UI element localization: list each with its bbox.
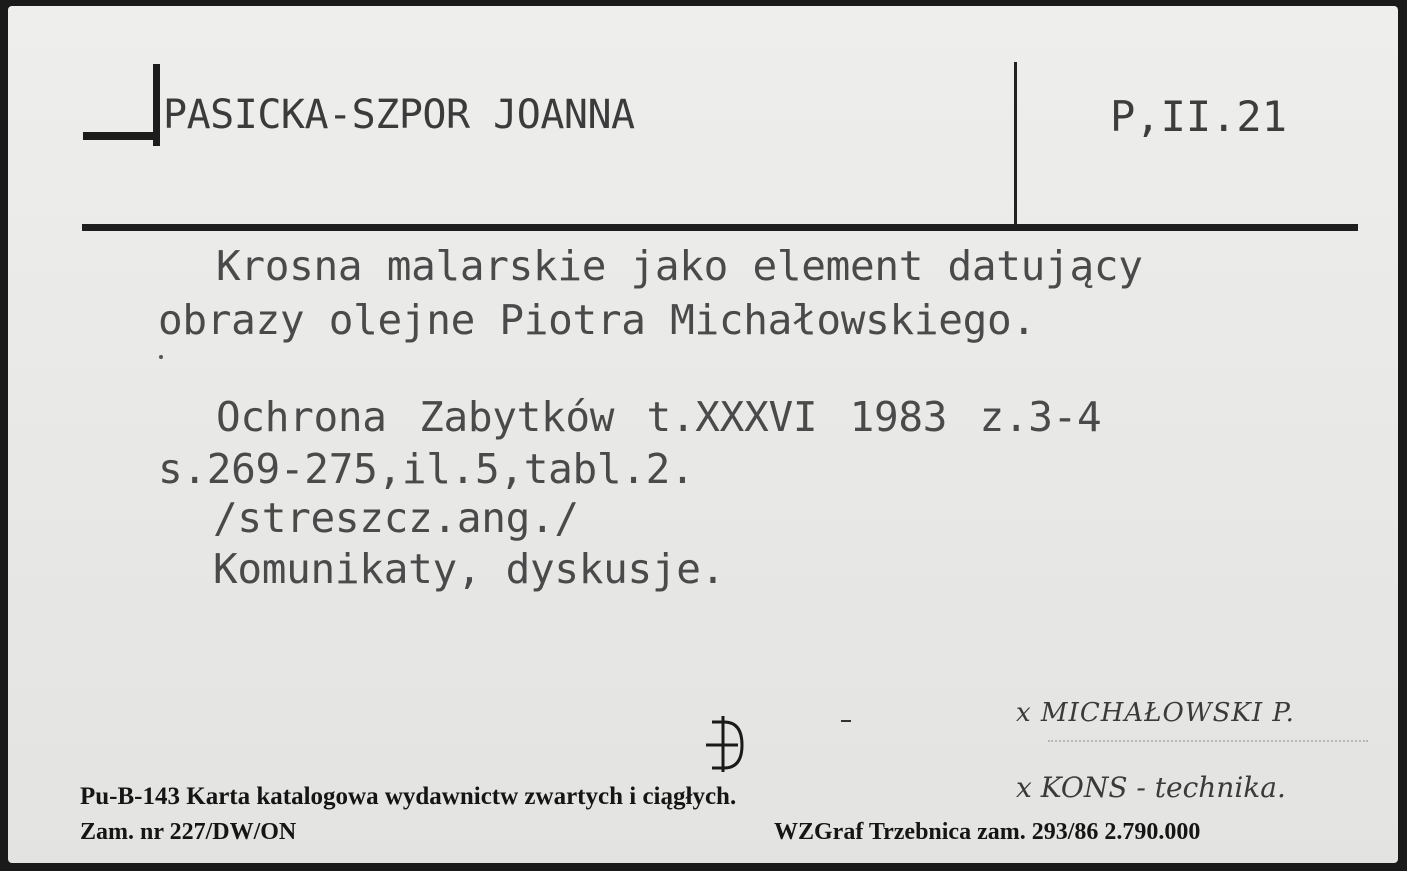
source-line-2: s.269-275,il.5,tabl.2. — [158, 445, 695, 493]
printer-logo-icon — [698, 714, 748, 776]
handwritten-annotation-1: x MICHAŁOWSKI P. — [1016, 698, 1295, 728]
footer-order-number: Zam. nr 227/DW/ON — [80, 819, 297, 845]
author-heading: PASICKA-SZPOR JOANNA — [163, 92, 635, 138]
stray-dash — [841, 720, 851, 722]
source-line-1: Ochrona Zabytków t.XXXVI 1983 z.3-4 — [216, 393, 1102, 441]
stray-dot — [159, 355, 163, 359]
footer-printer-info: WZGraf Trzebnica zam. 293/86 2.790.000 — [774, 819, 1201, 845]
faint-erased-line — [1048, 740, 1368, 744]
shelfmark: P,II.21 — [1110, 92, 1288, 141]
column-divider — [1014, 62, 1017, 224]
source-line-4: Komunikaty, dyskusje. — [213, 545, 726, 593]
title-line-2: obrazy olejne Piotra Michałowskiego. — [158, 296, 1036, 344]
corner-mark-base — [83, 132, 160, 140]
title-line-1: Krosna malarskie jako element datujący — [216, 242, 1143, 290]
handwritten-annotation-2: x KONS - technika. — [1016, 771, 1286, 804]
catalog-card — [8, 6, 1398, 863]
heading-rule — [82, 224, 1358, 231]
source-line-3: /streszcz.ang./ — [213, 494, 579, 542]
footer-form-line: Pu-B-143 Karta katalogowa wydawnictw zwartych i ciągłych. — [80, 783, 737, 810]
